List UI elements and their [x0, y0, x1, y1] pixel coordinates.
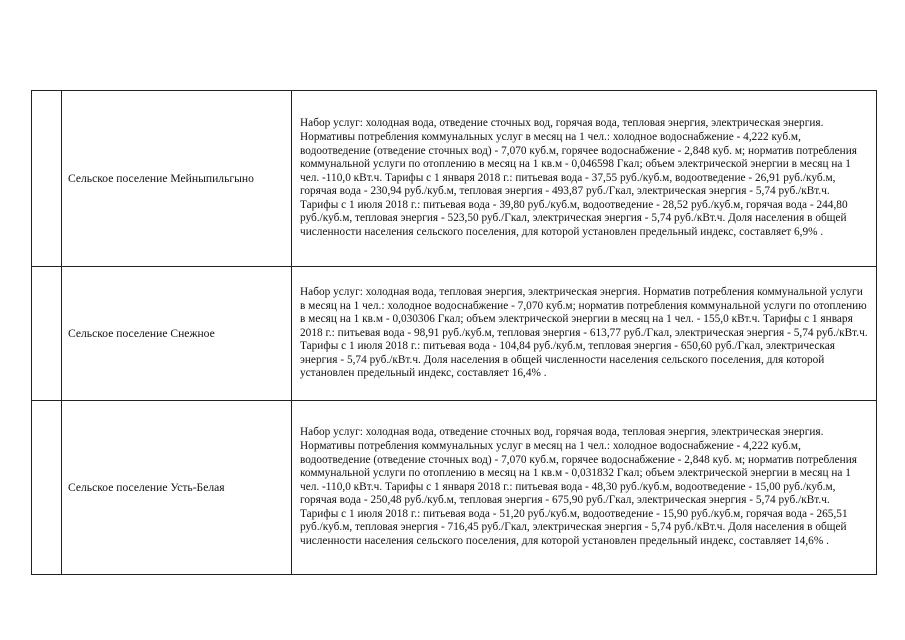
settlement-description-cell	[292, 267, 877, 401]
table-row	[32, 401, 877, 575]
settlement-name: Сельское поселение Снежное	[68, 327, 215, 340]
row-number-cell	[32, 91, 62, 267]
row-number-cell	[32, 401, 62, 575]
settlements-table	[31, 90, 877, 575]
settlement-name: Сельское поселение Мейныпильгыно	[68, 172, 254, 185]
settlement-description: Набор услуг: холодная вода, отведение сточных вод, горячая вода, тепловая энергия, электрическая энергия. Нормативы потребления коммунальных услуг в месяц на 1 чел.: холодное водоснабжение - 4,222 куб.м, водоотведение (отведение сточных вод) - 7,070 куб.м, горячее водоснабжение - 2,848 куб. м; норматив потребления коммунальной услуги по отоплению в месяц на 1 кв.м - 0,046598 Гкал; объем электрической энергии в месяц на 1 чел. -110,0 кВт.ч. Тарифы с 1 января 2018 г.: питьевая вода - 37,55 руб./куб.м, водоотведение - 26,91 руб./куб.м, горячая вода - 230,94 руб./куб.м, тепловая энергия - 493,87 руб./Гкал, электрическая энергия - 5,74 руб./кВт.ч. Тарифы с 1 июля 2018 г.: питьевая вода - 39,80 руб./куб.м, водоотведение - 28,52 руб./куб.м, горячая вода - 244,80 руб./куб.м, тепловая энергия - 523,50 руб./Гкал, электрическая энергия - 5,74 руб./кВт.ч. Доля населения в общей численности населения сельского поселения, для которой установлен предельный индекс, составляет 6,9% .	[300, 117, 857, 239]
settlement-description-cell	[292, 401, 877, 575]
settlement-name-cell	[62, 401, 292, 575]
settlement-name-cell	[62, 91, 292, 267]
settlement-name-cell	[62, 267, 292, 401]
settlement-description: Набор услуг: холодная вода, тепловая энергия, электрическая энергия. Норматив потребления коммунальной услуги в месяц на 1 чел.: холодное водоснабжение - 7,070 куб.м; норматив потребления коммунальной услуги по отоплению в месяц на 1 кв.м - 0,030306 Гкал; объем электрической энергии в месяц на 1 чел. - 155,0 кВт.ч. Тарифы с 1 января 2018 г.: питьевая вода - 98,91 руб./куб.м, тепловая энергия - 613,77 руб./Гкал, электрическая энергия - 5,74 руб./кВт.ч. Тарифы с 1 июля 2018 г.: питьевая вода - 104,84 руб./куб.м, тепловая энергия - 650,60 руб./Гкал, электрическая энергия - 5,74 руб./кВт.ч. Доля населения в общей численности населения сельского поселения, для которой установлен предельный индекс, составляет 16,4% .	[300, 285, 868, 380]
settlement-description-cell	[292, 91, 877, 267]
row-number-cell	[32, 267, 62, 401]
table-row	[32, 267, 877, 401]
settlement-description: Набор услуг: холодная вода, отведение сточных вод, горячая вода, тепловая энергия, электрическая энергия. Нормативы потребления коммунальных услуг в месяц на 1 чел.: холодное водоснабжение - 4,222 куб.м, водоотведение (отведение сточных вод) - 7,070 куб.м, горячее водоснабжение - 2,848 куб. м; норматив потребления коммунальной услуги по отоплению в месяц на 1 кв.м - 0,031832 Гкал; объем электрической энергии в месяц на 1 чел. -110,0 кВт.ч. Тарифы с 1 января 2018 г.: питьевая вода - 48,30 руб./куб.м, водоотведение - 15,00 руб./куб.м, горячая вода - 250,48 руб./куб.м, тепловая энергия - 675,90 руб./Гкал, электрическая энергия - 5,74 руб./кВт.ч. Тарифы с 1 июля 2018 г.: питьевая вода - 51,20 руб./куб.м, водоотведение - 15,90 руб./куб.м, горячая вода - 265,51 руб./куб.м, тепловая энергия - 716,45 руб./Гкал, электрическая энергия - 5,74 руб./кВт.ч. Доля населения в общей численности населения сельского поселения, для которой установлен предельный индекс, составляет 14,6% .	[300, 426, 857, 548]
settlement-name: Сельское поселение Усть-Белая	[68, 481, 225, 494]
table-row	[32, 91, 877, 267]
